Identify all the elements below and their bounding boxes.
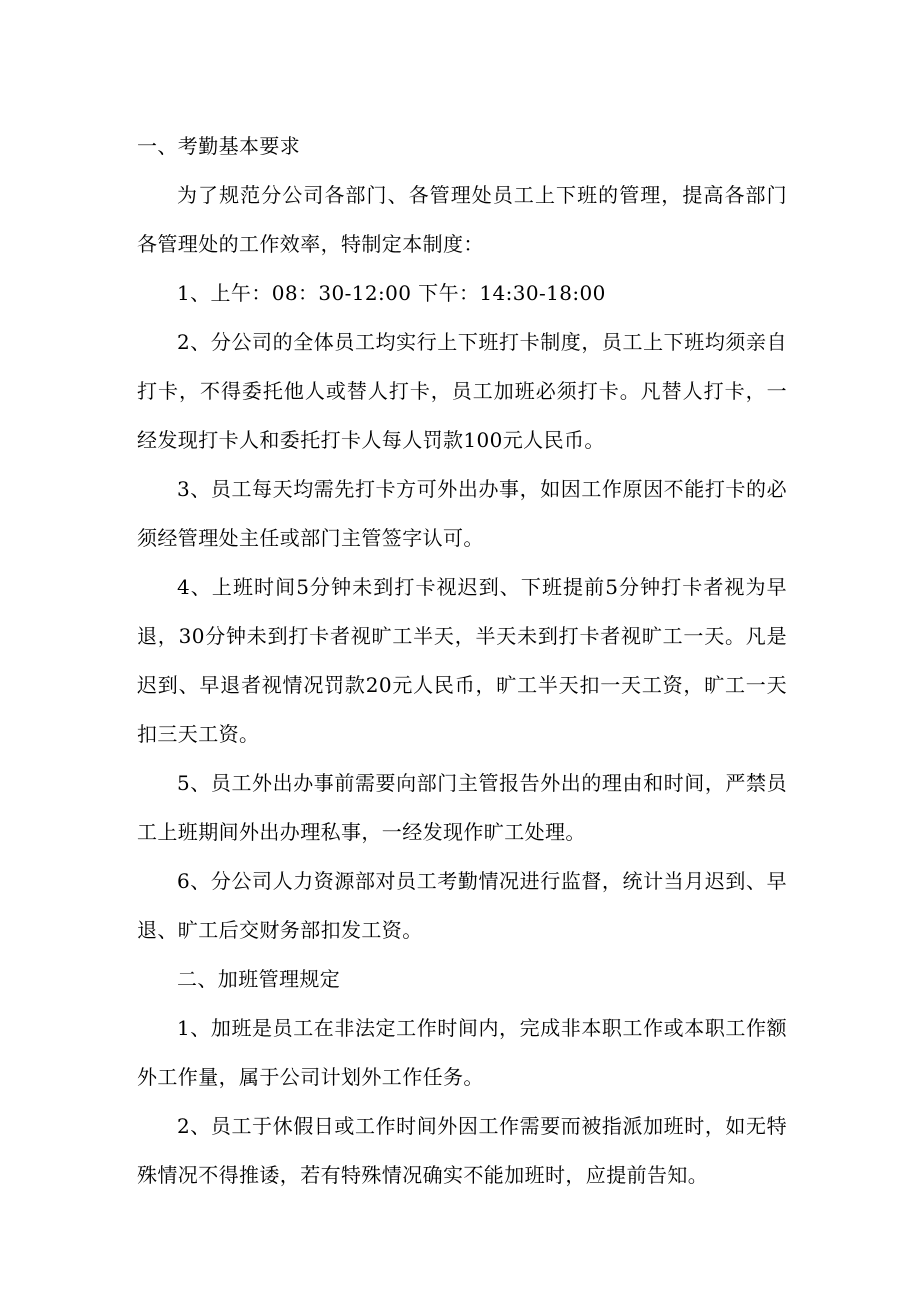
attendance-rule-2: 2、分公司的全体员工均实行上下班打卡制度，员工上下班均须亲自打卡，不得委托他人或替人打卡，员工加班必须打卡。凡替人打卡，一经发现打卡人和委托打卡人每人罚款100元人民币。	[137, 330, 787, 452]
document-body	[137, 122, 787, 1200]
attendance-rule-4: 4、上班时间5分钟未到打卡视迟到、下班提前5分钟打卡者视为早退，30分钟未到打卡者视旷工半天，半天未到打卡者视旷工一天。凡是迟到、早退者视情况罚款20元人民币，旷工半天扣一天工资，旷工一天扣三天工资。	[137, 575, 787, 746]
attendance-rule-5: 5、员工外出办事前需要向部门主管报告外出的理由和时间，严禁员工上班期间外出办理私事，一经发现作旷工处理。	[137, 771, 787, 844]
overtime-rule-1: 1、加班是员工在非法定工作时间内，完成非本职工作或本职工作额外工作量，属于公司计划外工作任务。	[137, 1016, 787, 1089]
section-heading-overtime: 二、加班管理规定	[177, 967, 341, 991]
attendance-rule-1: 1、上午：08：30-12:00 下午：14:30-18:00	[177, 281, 606, 305]
attendance-rule-3: 3、员工每天均需先打卡方可外出办事，如因工作原因不能打卡的必须经管理处主任或部门主管签字认可。	[137, 477, 787, 550]
section-heading-attendance: 一、考勤基本要求	[137, 134, 301, 158]
attendance-rule-6: 6、分公司人力资源部对员工考勤情况进行监督，统计当月迟到、早退、旷工后交财务部扣发工资。	[137, 869, 787, 942]
attendance-intro-paragraph: 为了规范分公司各部门、各管理处员工上下班的管理，提高各部门各管理处的工作效率，特制定本制度：	[137, 183, 787, 256]
overtime-rule-2: 2、员工于休假日或工作时间外因工作需要而被指派加班时，如无特殊情况不得推诿，若有特殊情况确实不能加班时，应提前告知。	[137, 1114, 787, 1187]
